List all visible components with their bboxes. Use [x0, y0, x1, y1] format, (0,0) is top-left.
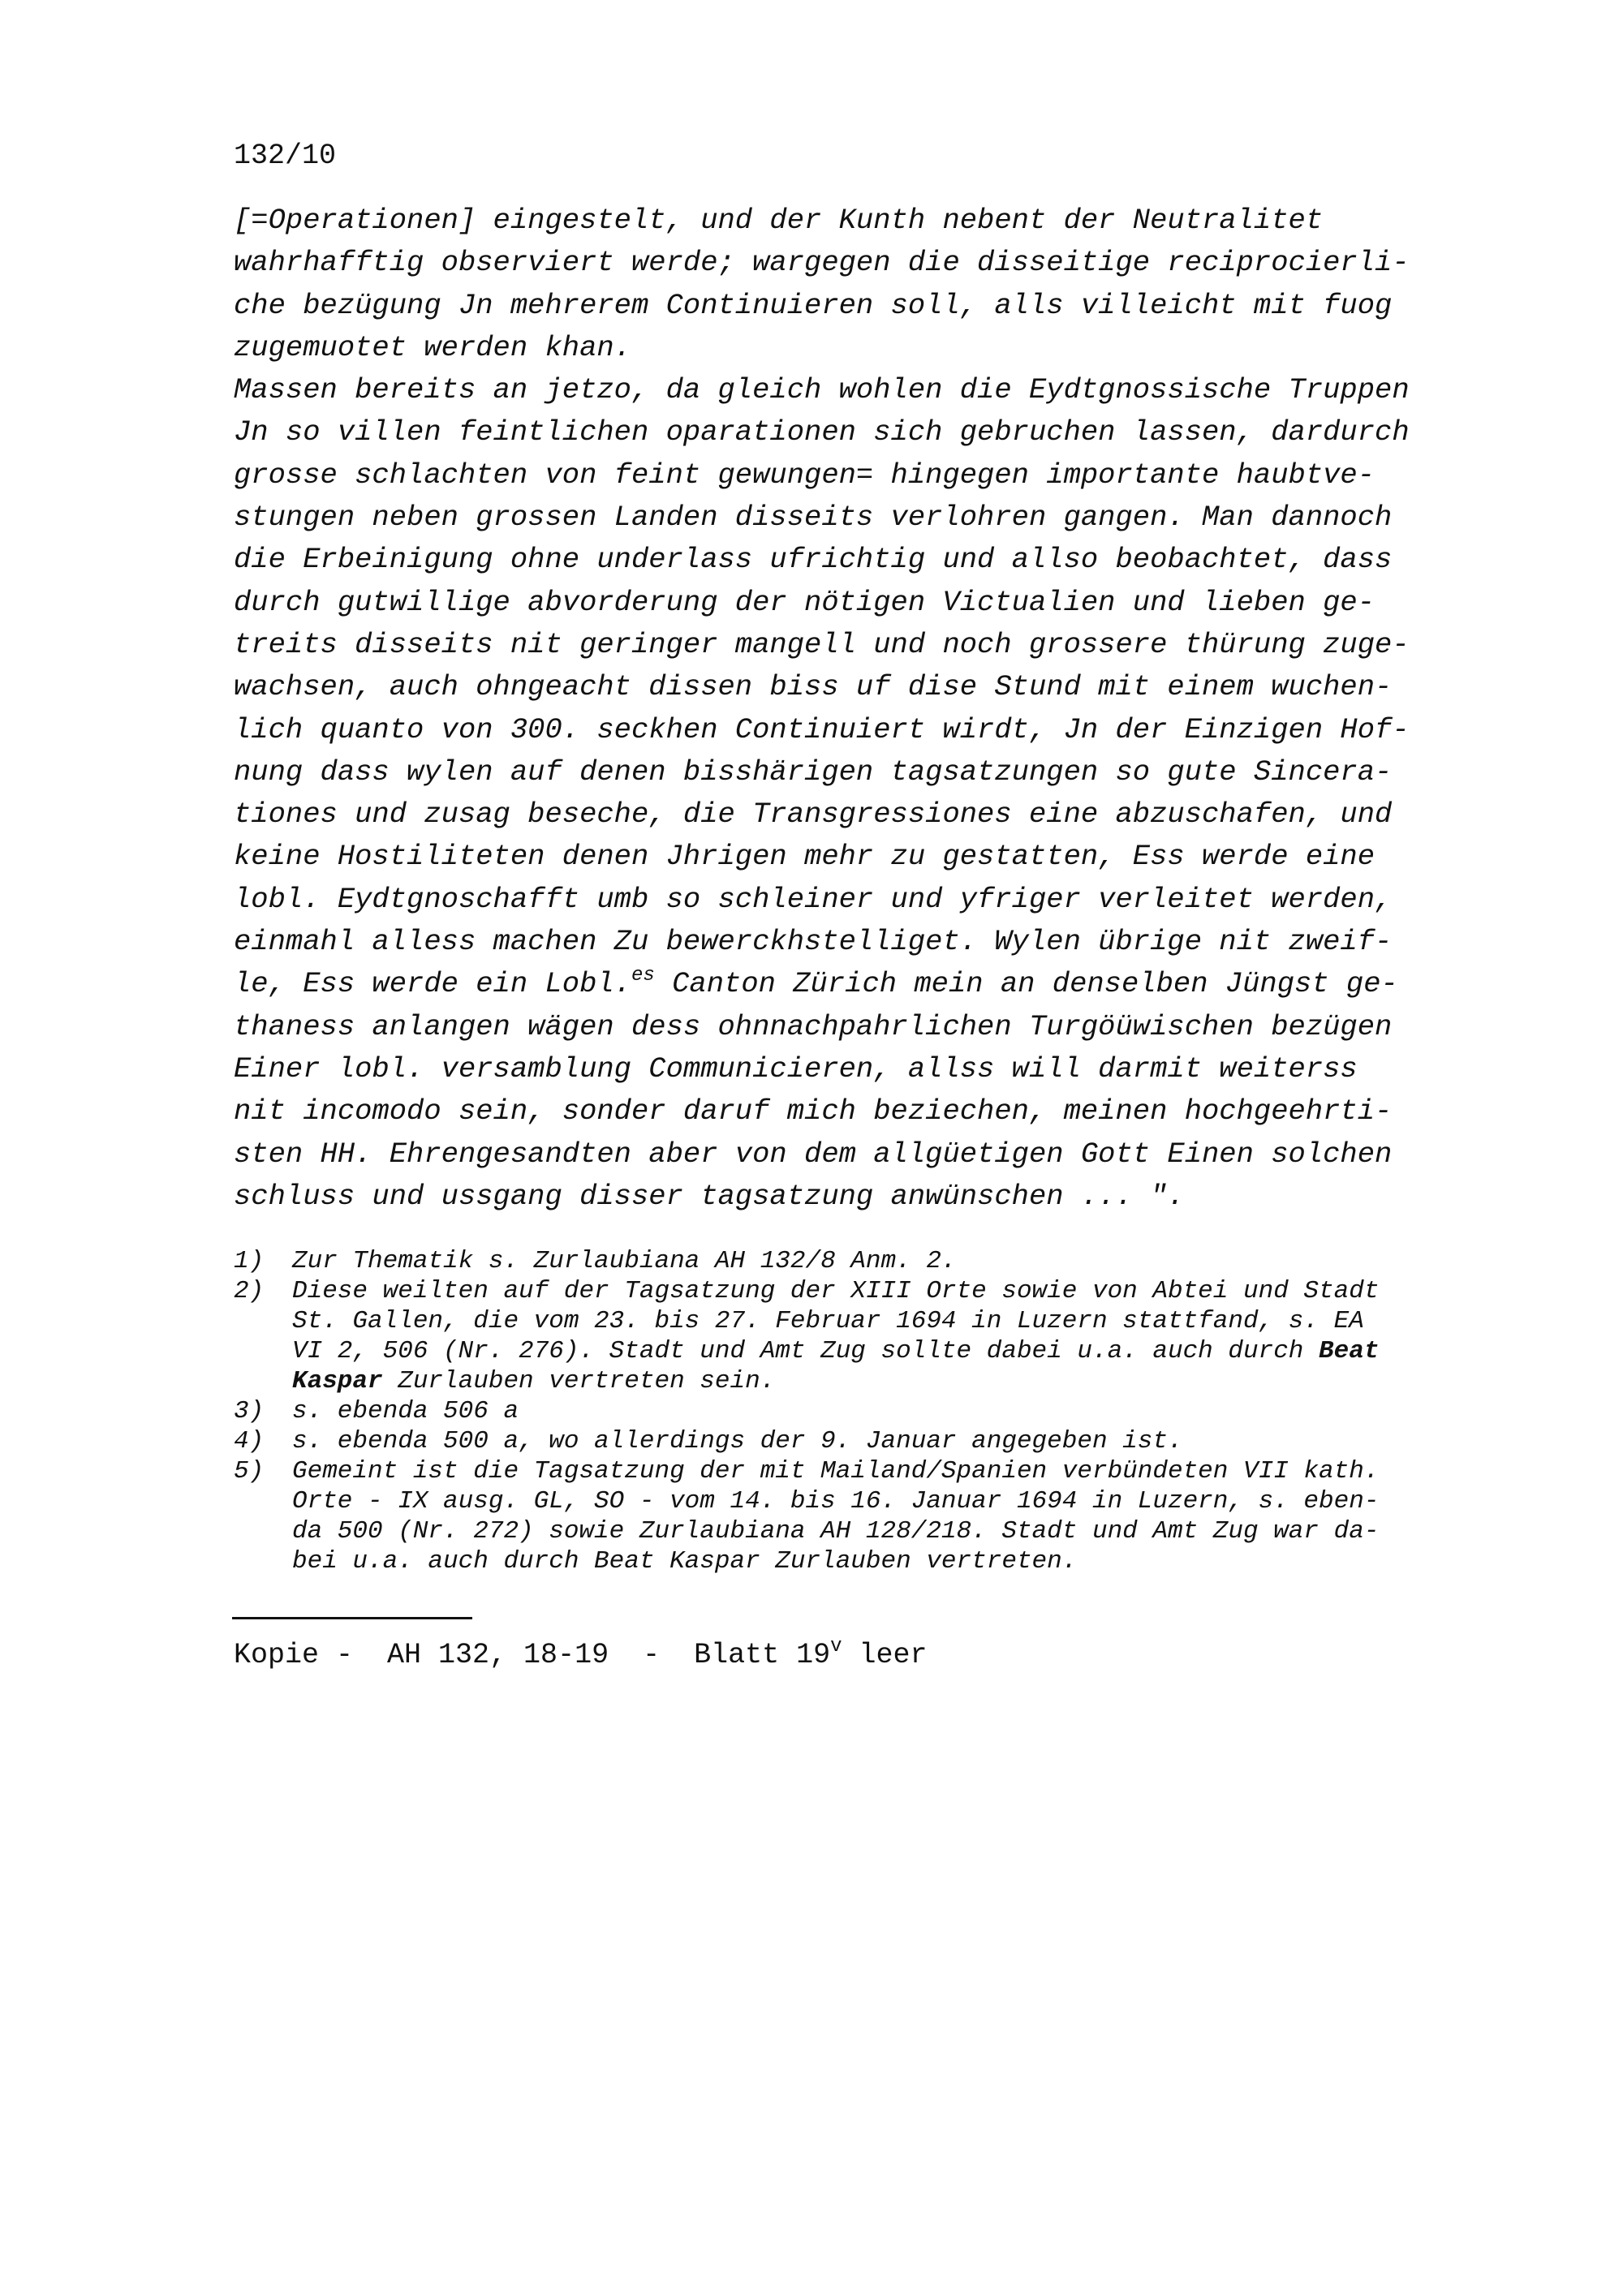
superscript-abbreviation: es [631, 965, 655, 987]
body-line: Massen bereits an jetzo, da gleich wohlen die Eydtgnossische Truppen [234, 373, 1410, 407]
footnote-line: Zur Thematik s. Zurlaubiana AH 132/8 Anm. 2. [292, 1247, 957, 1275]
footnote-number: 5) [234, 1457, 265, 1486]
footnote-text [292, 1246, 1500, 1276]
footnote-line: bei u.a. auch durch Beat Kaspar Zurlauben vertreten. [292, 1547, 1078, 1576]
body-line: nit incomodo sein, sonder daruf mich beziechen, meinen hochgeehrti- [234, 1094, 1393, 1129]
footnote-number: 1) [234, 1247, 265, 1275]
footnote-5 [234, 1456, 1500, 1576]
body-line: lich quanto von 300. seckhen Continuiert wirdt, Jn der Einzigen Hof- [234, 712, 1410, 746]
copy-note [234, 1637, 928, 1673]
body-line: keine Hostiliteten denen Jhrigen mehr zu gestatten, Ess werde eine [234, 840, 1375, 874]
body-line: nung dass wylen auf denen bisshärigen tagsatzungen so gute Sincera- [234, 755, 1393, 789]
body-line: treits disseits nit geringer mangell und noch grossere thürung zuge- [234, 627, 1410, 661]
footnote-line: da 500 (Nr. 272) sowie Zurlaubiana AH 128/218. Stadt und Amt Zug war da- [292, 1517, 1380, 1546]
footnote-text [292, 1396, 1500, 1426]
person-name-bold: Beat [1319, 1337, 1380, 1365]
body-line: schluss und ussgang disser tagsatzung anwünschen ... ". [234, 1179, 1185, 1213]
body-line: durch gutwillige abvorderung der nötigen Victualien und lieben ge- [234, 585, 1375, 619]
body-line: Jn so villen feintlichen oparationen sich gebruchen lassen, dardurch [234, 415, 1410, 449]
body-line-segment: le, Ess werde ein Lobl. [234, 967, 631, 1001]
footnote-3 [234, 1396, 1500, 1426]
body-line: lobl. Eydtgnoschafft umb so schleiner und yfriger verleitet werden, [234, 882, 1393, 916]
body-line: wahrhafftig observiert werde; wargegen die disseitige reciprocierli- [234, 246, 1410, 280]
copy-note-text: leer [842, 1639, 928, 1671]
page-number: 132/10 [234, 140, 337, 172]
copy-note-text: Kopie - AH 132, 18-19 - Blatt 19 [234, 1639, 831, 1671]
body-line: thaness anlangen wägen dess ohnnachpahrlichen Turgöüwischen bezügen [234, 1009, 1393, 1043]
footnote-line: Gemeint ist die Tagsatzung der mit Mailand/Spanien verbündeten VII kath. [292, 1457, 1380, 1486]
body-line: wachsen, auch ohngeacht dissen biss uf dise Stund mit einem wuchen- [234, 670, 1393, 704]
footnote-text [292, 1456, 1500, 1576]
footnote-2 [234, 1276, 1500, 1396]
footnote-1 [234, 1246, 1500, 1276]
body-line: zugemuotet werden khan. [234, 330, 631, 364]
footnote-line-segment: VI 2, 506 (Nr. 276). Stadt und Amt Zug sollte dabei u.a. auch durch [292, 1337, 1319, 1365]
body-line: Einer lobl. versamblung Communicieren, allss will darmit weiterss [234, 1051, 1358, 1086]
footnote-line-segment: Zurlauben vertreten sein. [382, 1367, 776, 1395]
body-line: grosse schlachten von feint gewungen= hingegen importante haubtve- [234, 458, 1375, 492]
separator-rule [232, 1617, 472, 1619]
footnote-line: Orte - IX ausg. GL, SO - vom 14. bis 16. Januar 1694 in Luzern, s. eben- [292, 1487, 1380, 1516]
body-line: die Erbeinigung ohne underlass ufrichtig und allso beobachtet, dass [234, 543, 1393, 577]
body-line: stungen neben grossen Landen disseits verlohren gangen. Man dannoch [234, 501, 1393, 535]
footnote-line: St. Gallen, die vom 23. bis 27. Februar 1694 in Luzern stattfand, s. EA [292, 1307, 1364, 1335]
footnote-line: Diese weilten auf der Tagsatzung der XIII Orte sowie von Abtei und Stadt [292, 1277, 1380, 1305]
body-line-segment: Canton Zürich mein an denselben Jüngst ge- [654, 967, 1398, 1001]
footnote-text [292, 1426, 1500, 1456]
footnote-line [292, 1366, 1500, 1396]
footnote-number: 4) [234, 1427, 265, 1455]
footnote-line: s. ebenda 500 a, wo allerdings der 9. Januar angegeben ist. [292, 1427, 1183, 1455]
footnote-line: s. ebenda 506 a [292, 1397, 519, 1425]
body-line: tiones und zusag beseche, die Transgressiones eine abzuschafen, und [234, 798, 1393, 832]
footnote-number: 2) [234, 1277, 265, 1305]
body-line: einmahl alless machen Zu bewerckhstelliget. Wylen übrige nit zweif- [234, 925, 1393, 959]
body-line-with-superscript [234, 963, 1500, 1005]
body-line: che bezügung Jn mehrerem Continuieren soll, alls villeicht mit fuog [234, 288, 1393, 322]
verso-superscript: v [830, 1636, 842, 1658]
body-line: [=Operationen] eingestelt, und der Kunth nebent der Neutralitet [234, 204, 1324, 237]
transcription-body [234, 200, 1500, 1218]
footnote-4 [234, 1426, 1500, 1456]
footnote-number: 3) [234, 1397, 265, 1425]
footnotes [234, 1246, 1500, 1576]
footnote-text [292, 1276, 1500, 1396]
body-line: sten HH. Ehrengesandten aber von dem allgüetigen Gott Einen solchen [234, 1137, 1393, 1171]
person-name-bold: Kaspar [292, 1367, 383, 1395]
footnote-line [292, 1336, 1500, 1366]
